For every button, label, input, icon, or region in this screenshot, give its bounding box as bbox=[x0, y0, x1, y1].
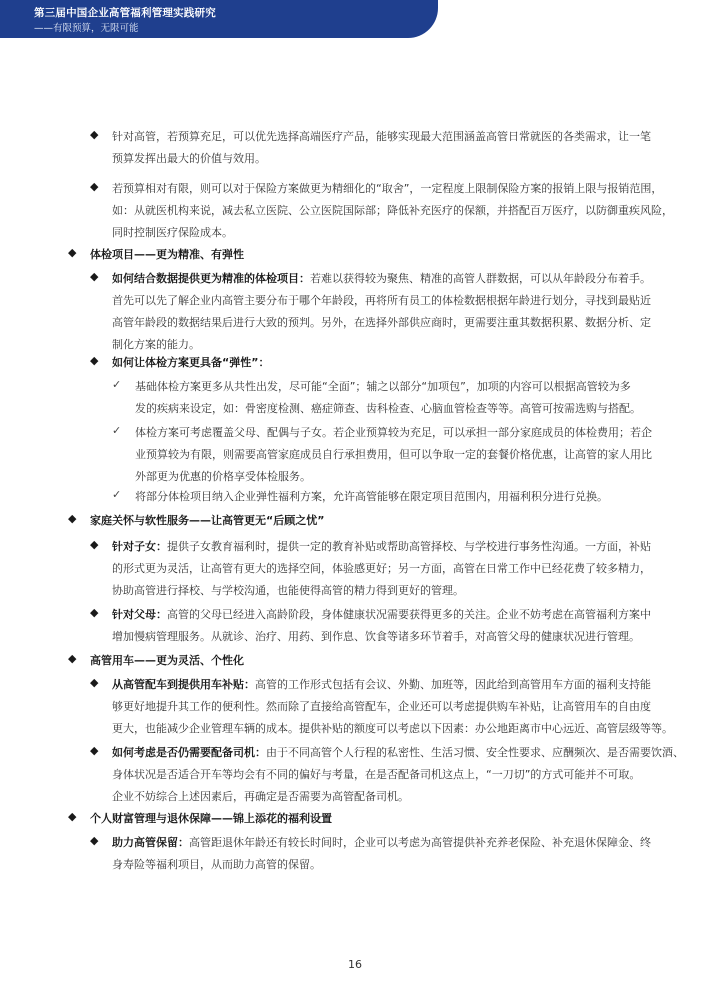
paragraph-text: 若难以获得较为聚焦、精准的高管人群数据，可以从年龄段分布着手。 bbox=[310, 272, 651, 285]
subsection-heading: 如何让体检方案更具备“弹性”： bbox=[112, 356, 270, 369]
paragraph-line: 业预算较为有限，则需要高管家庭成员自行承担费用，但可以争取一定的套餐价格优惠，让高管的家人用比 bbox=[135, 448, 652, 461]
paragraph-line: 针对高管，若预算充足，可以优先选择高端医疗产品，能够实现最大范围涵盖高管日常就医的各类需求，让一笔 bbox=[112, 130, 651, 143]
paragraph-text: 高管距退休年龄还有较长时间时，企业可以考虑为高管提供补充养老保险、补充退休保障金、终 bbox=[189, 836, 651, 849]
paragraph-line: 增加慢病管理服务。从就诊、治疗、用药、到作息、饮食等诸多环节着手，对高管父母的健康状况进行管理。 bbox=[112, 630, 640, 643]
paragraph-line: 若预算相对有限，则可以对于保险方案做更为精细化的“取舍”，一定程度上限制保险方案的报销上限与报销范围， bbox=[112, 182, 663, 195]
paragraph-line: 身体状况是否适合开车等均会有不同的偏好与考量，在是否配备司机这点上，“一刀切”的方式可能并不可取。 bbox=[112, 768, 641, 781]
check-icon: ✓ bbox=[112, 488, 122, 501]
section-heading: 体检项目——更为精准、有弹性 bbox=[90, 248, 244, 261]
paragraph-lead: 从高管配车到提供用车补贴： bbox=[112, 678, 255, 691]
check-icon: ✓ bbox=[112, 378, 122, 391]
paragraph-text: 高管的父母已经进入高龄阶段，身体健康状况需要获得更多的关注。企业不妨考虑在高管福利方案中 bbox=[167, 608, 651, 621]
paragraph-lead: 针对子女： bbox=[112, 540, 167, 553]
paragraph-lead: 如何考虑是否仍需要配备司机： bbox=[112, 746, 266, 759]
diamond-bullet-icon: ◆ bbox=[90, 538, 99, 551]
paragraph-line bbox=[112, 676, 651, 692]
paragraph-line: 将部分体检项目纳入企业弹性福利方案，允许高管能够在限定项目范围内，用福利积分进行兑换。 bbox=[135, 490, 608, 503]
paragraph-line: 同时控制医疗保险成本。 bbox=[112, 226, 233, 239]
diamond-bullet-icon: ◆ bbox=[90, 744, 99, 757]
paragraph-line bbox=[112, 834, 651, 850]
paragraph-line: 企业不妨综合上述因素后，再确定是否需要为高管配备司机。 bbox=[112, 790, 409, 803]
diamond-bullet-icon: ◆ bbox=[90, 834, 99, 847]
paragraph-line bbox=[112, 538, 651, 554]
paragraph-line: 预算发挥出最大的价值与效用。 bbox=[112, 152, 266, 165]
paragraph-line: 的形式更为灵活，让高管有更大的选择空间，体验感更好；另一方面，高管在日常工作中已经花费了较多精力， bbox=[112, 562, 651, 575]
paragraph-line: 更大，也能减少企业管理车辆的成本。提供补贴的额度可以考虑以下因素：办公地距离市中心远近、高管层级等等。 bbox=[112, 722, 673, 735]
paragraph-line: 够更好地提升其工作的便利性。然而除了直接给高管配车，企业还可以考虑提供购车补贴，让高管用车的自由度 bbox=[112, 700, 651, 713]
paragraph-line: 体检方案可考虑覆盖父母、配偶与子女。若企业预算较为充足，可以承担一部分家庭成员的体检费用；若企 bbox=[135, 426, 652, 439]
section-heading: 家庭关怀与软性服务——让高管更无“后顾之忧” bbox=[90, 514, 325, 527]
section-diamond-icon: ◆ bbox=[68, 512, 77, 525]
diamond-bullet-icon: ◆ bbox=[90, 270, 99, 283]
paragraph-lead: 如何结合数据提供更为精准的体检项目： bbox=[112, 272, 310, 285]
paragraph-line bbox=[112, 606, 651, 622]
section-heading: 高管用车——更为灵活、个性化 bbox=[90, 654, 244, 667]
page-number: 16 bbox=[348, 958, 362, 971]
diamond-bullet-icon: ◆ bbox=[90, 676, 99, 689]
section-diamond-icon: ◆ bbox=[68, 246, 77, 259]
paragraph-line: 制化方案的能力。 bbox=[112, 338, 200, 351]
header-banner bbox=[0, 0, 438, 38]
report-subtitle: ——有限预算，无限可能 bbox=[34, 23, 139, 34]
paragraph-line: 高管年龄段的数据结果后进行大致的预判。另外，在选择外部供应商时，更需要注重其数据积累、数据分析、定 bbox=[112, 316, 651, 329]
paragraph-line: 发的疾病来设定，如：骨密度检测、癌症筛查、齿科检查、心脑血管检查等等。高管可按需选购与搭配。 bbox=[135, 402, 641, 415]
check-icon: ✓ bbox=[112, 424, 122, 437]
paragraph-text: 提供子女教育福利时，提供一定的教育补贴或帮助高管择校、与学校进行事务性沟通。一方面，补贴 bbox=[167, 540, 651, 553]
section-heading: 个人财富管理与退休保障——锦上添花的福利设置 bbox=[90, 812, 332, 825]
paragraph-line: 身寿险等福利项目，从而助力高管的保留。 bbox=[112, 858, 321, 871]
report-title: 第三届中国企业高管福利管理实践研究 bbox=[34, 7, 216, 19]
paragraph-line: 如：从就医机构来说，减去私立医院、公立医院国际部；降低补充医疗的保额，并搭配百万医疗，以防御重疾风险， bbox=[112, 204, 673, 217]
paragraph-line bbox=[112, 744, 684, 760]
paragraph-line: 首先可以先了解企业内高管主要分布于哪个年龄段，再将所有员工的体检数据根据年龄进行划分，寻找到最贴近 bbox=[112, 294, 651, 307]
section-diamond-icon: ◆ bbox=[68, 810, 77, 823]
diamond-bullet-icon: ◆ bbox=[90, 180, 99, 193]
paragraph-lead: 针对父母： bbox=[112, 608, 167, 621]
paragraph-lead: 助力高管保留： bbox=[112, 836, 189, 849]
paragraph-line bbox=[112, 270, 651, 286]
diamond-bullet-icon: ◆ bbox=[90, 354, 99, 367]
paragraph-text: 高管的工作形式包括有会议、外勤、加班等，因此给到高管用车方面的福利支持能 bbox=[255, 678, 651, 691]
section-diamond-icon: ◆ bbox=[68, 652, 77, 665]
diamond-bullet-icon: ◆ bbox=[90, 606, 99, 619]
paragraph-text: 由于不同高管个人行程的私密性、生活习惯、安全性要求、应酬频次、是否需要饮酒、 bbox=[266, 746, 684, 759]
paragraph-line: 协助高管进行择校、与学校沟通，也能使得高管的精力得到更好的管理。 bbox=[112, 584, 464, 597]
paragraph-line: 外部更为优惠的价格享受体检服务。 bbox=[135, 470, 311, 483]
paragraph-line: 基础体检方案更多从共性出发，尽可能“全面”；辅之以部分“加项包”，加项的内容可以根据高管较为多 bbox=[135, 380, 631, 393]
diamond-bullet-icon: ◆ bbox=[90, 128, 99, 141]
